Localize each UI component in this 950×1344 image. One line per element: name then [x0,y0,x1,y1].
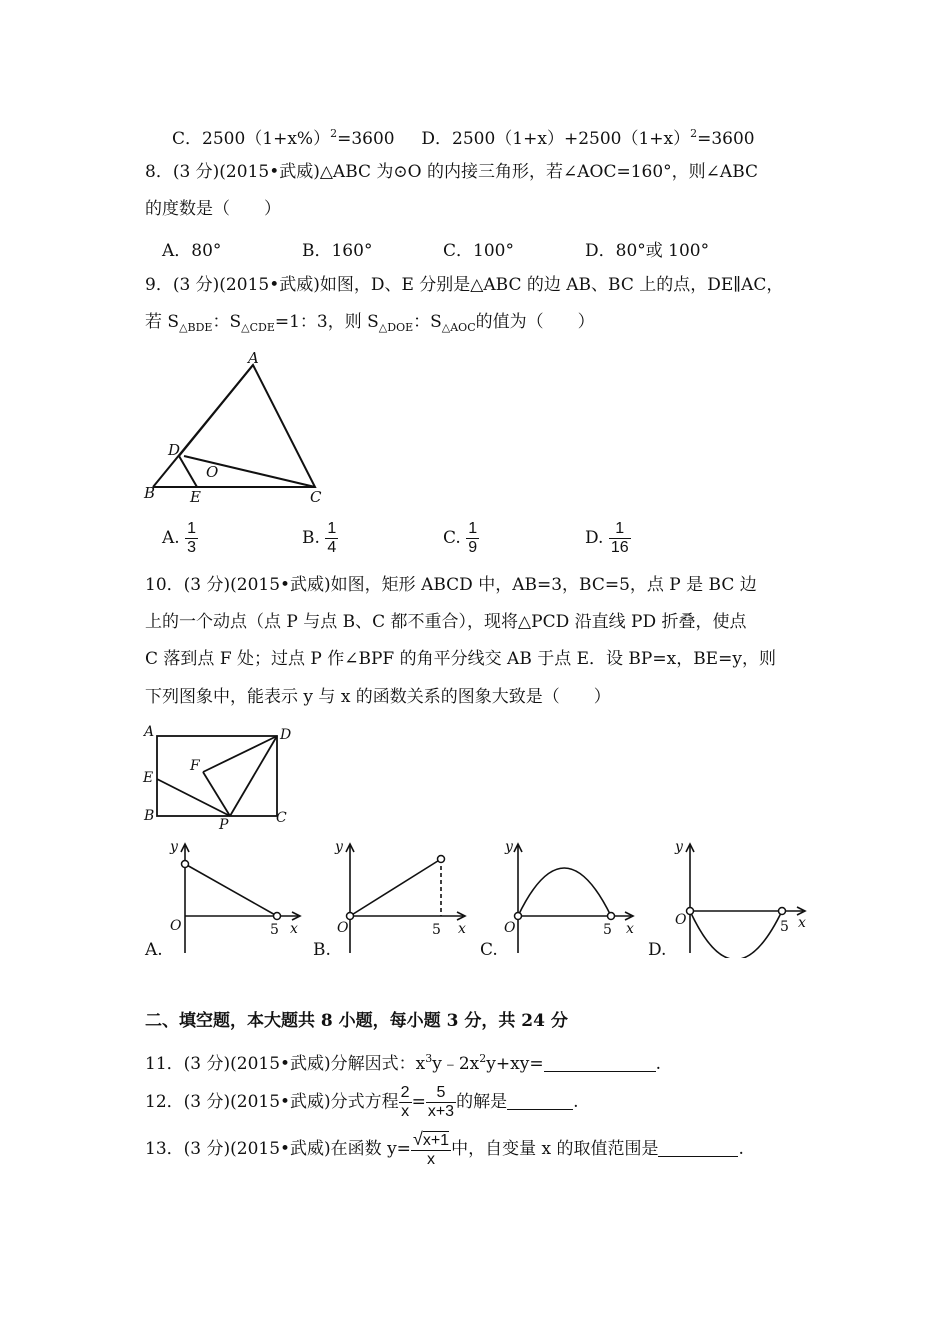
decreasing-line [185,864,277,916]
q13-line: 13．(3 分)(2015•武威)在函数 y= $\frac{√x+1}{x}$ 中，自变量 x 的取值范围是 . [145,1129,744,1168]
svg-text:y: y [505,839,513,855]
q8-option-c: C．100° [443,241,514,261]
q9-option-c: C. $\frac{1}{9}$ [443,520,478,556]
q8-option-d: D．80°或 100° [585,241,710,261]
q10-line3: C 落到点 F 处；过点 P 作∠BPF 的角平分线交 AB 于点 E．设 BP=x，BE=y，则 [145,649,776,669]
svg-text:y: y [675,839,683,855]
q8-option-b: B．160° [302,241,373,261]
q9-option-b: B. $\frac{1}{4}$ [302,520,337,556]
q10-line1: 10．(3 分)(2015•武威)如图，矩形 ABCD 中，AB=3，BC=5，点 P 是 BC 边 [145,575,757,595]
q10-option-b: B. [313,940,331,960]
rectangle-abcd [157,736,277,816]
svg-text:y: y [335,839,343,855]
q8-line1: 8．(3 分)(2015•武威)△ABC 为⊙O 的内接三角形，若∠AOC=160°，则∠ABC [145,162,759,182]
label-o: O [206,463,219,481]
q7-option-c: C．2500（1+x%） [172,129,331,149]
svg-text:O: O [675,912,687,928]
q8-option-a: A．80° [162,241,222,261]
svg-text:O: O [170,918,182,934]
q9-triangle-figure [140,345,340,510]
upward-parabola [690,911,782,958]
label-b: B [144,484,156,502]
label-e: E [190,488,201,506]
q9-option-d: D. $\frac{1}{16}$ [585,520,629,556]
svg-text:x: x [798,915,806,931]
q10-graph-b [325,838,475,958]
q9-line2: 若 $S_{\triangle BDE}$：$S_{\triangle CDE}=1$：3，则 $S_{\triangle DOE}$：$S_{\triangle AOC}$的值为（ ） [145,312,595,334]
q11-answer-blank [544,1053,656,1072]
svg-text:y: y [170,839,178,855]
label-p: P [219,817,229,832]
q10-option-c: C. [480,940,498,960]
q12-answer-blank [507,1091,573,1110]
label-f: F [190,758,200,774]
svg-text:5: 5 [603,922,612,938]
label-d: D [168,441,181,459]
svg-text:5: 5 [270,922,279,938]
q9-option-a: A. $\frac{1}{3}$ [162,520,196,556]
svg-text:x: x [458,921,466,937]
svg-text:x: x [626,921,634,937]
q9-line1: 9．(3 分)(2015•武威)如图，D、E 分别是△ABC 的边 AB、BC 上的点，DE∥AC， [145,275,784,295]
label-a: A [144,724,155,740]
q12-line: 12．(3 分)(2015•武威)分式方程 $\frac{2}{x}$ = $\frac{5}{x+3}$ 的解是 . [145,1084,579,1120]
q11-line: 11．(3 分)(2015•武威)分解因式：$x^3y﹣2x^2y+xy=$ . [145,1052,661,1074]
label-c: C [310,488,322,506]
q10-option-a: A. [145,940,163,960]
q7-option-d: D．2500（1+x）+2500（1+x） [421,129,691,149]
label-c: C [276,810,287,826]
label-d: D [280,727,292,743]
segment-de [179,456,197,487]
q10-graph-d [665,838,815,958]
downward-parabola [518,868,611,916]
svg-text:x: x [290,921,298,937]
q8-line2: 的度数是（ ） [145,199,281,219]
label-a: A [248,349,259,367]
q10-option-d: D. [648,940,667,960]
section-2-heading: 二、填空题，本大题共 8 小题，每小题 3 分，共 24 分 [145,1011,568,1031]
label-b: B [144,808,155,824]
label-e: E [143,770,154,786]
q10-line4: 下列图象中，能表示 y 与 x 的函数关系的图象大致是（ ） [145,687,611,707]
q7-options: C．$2500(1+x\%)^2=3600$ D．$2500(1+x)+2500(1+x)^2=3600$ [172,127,755,149]
increasing-line [350,859,441,916]
q10-line2: 上的一个动点（点 P 与点 B、C 都不重合），现将△PCD 沿直线 PD 折叠，使点 [145,612,747,632]
q13-answer-blank [658,1138,738,1157]
svg-text:O: O [504,920,516,936]
svg-text:5: 5 [432,922,441,938]
segment-ae [179,365,253,456]
svg-text:O: O [337,920,349,936]
q10-graph-c [493,838,643,958]
q10-rectangle-figure [140,722,300,832]
svg-text:5: 5 [780,919,789,935]
q10-graph-a [160,838,310,958]
segment-dc [184,456,315,487]
